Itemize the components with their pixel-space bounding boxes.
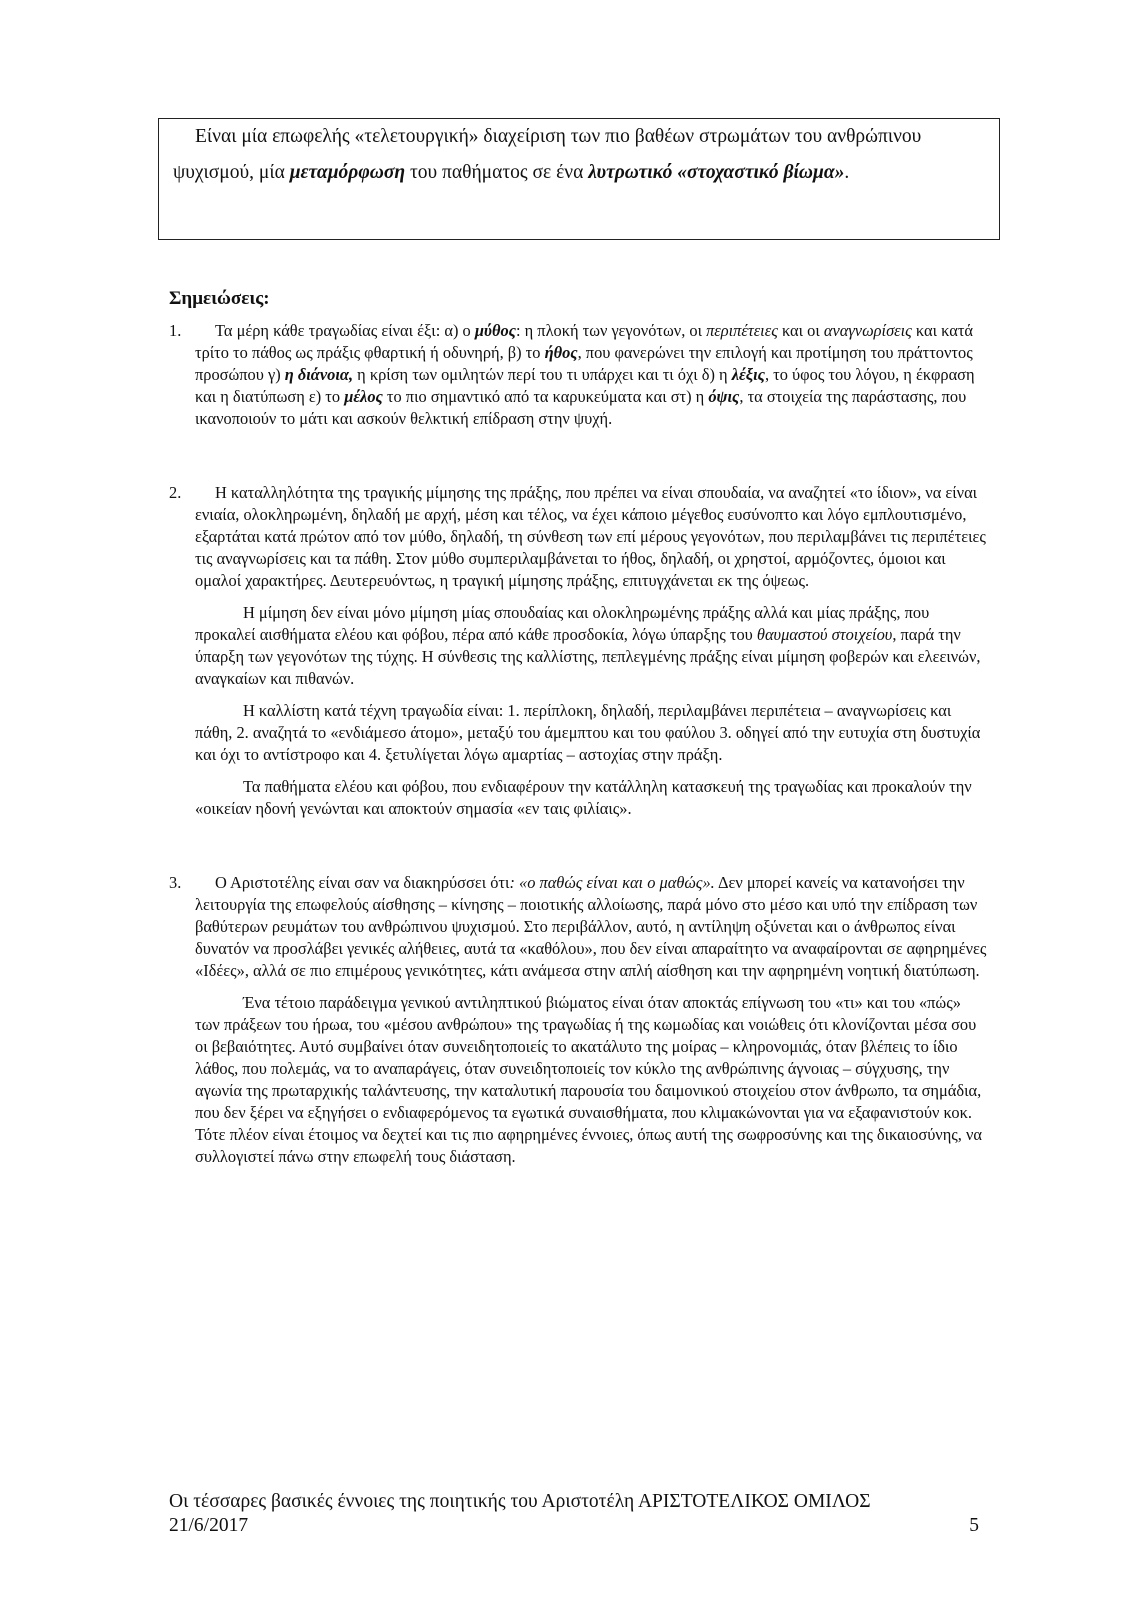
note-paragraph: Ο Αριστοτέλης είναι σαν να διακηρύσσει ότι: «ο παθώς είναι και ο μαθώς». Δεν μπορεί κανείς να κατανοήσει την λειτουργία της επωφελούς αίσθησης – κίνησης – ποιοτικής αλλοίωσης, παρά μόνο στο μέσο και υπό την επίδραση των βαθύτερων ρευμάτων του ανθρώπινου ψυχισμού. Στο περιβάλλον, αυτό, η αντίληψη οξύνεται και ο άνθρωπος είναι δυνατόν να προσλάβει γενικές αλήθειες, αυτά τα «καθόλου», που δεν είναι απαραίτητο να αναφαίρονται σε αφηρημένες «Ιδέες», αλλά σε πιο επιμέρους γενικότητες, κάτι ανάμεσα στην απλή αίσθηση και την αφηρημένη νοητική διατύπωση.	[195, 873, 987, 980]
emphasis-metamorphosis: μεταμόρφωση	[289, 162, 406, 183]
emphasis-reflective-experience: λυτρωτικό «στοχαστικό βίωμα»	[588, 162, 845, 183]
note-paragraph: Η καταλληλότητα της τραγικής μίμησης της πράξης, που πρέπει να είναι σπουδαία, να αναζητεί «το ίδιον», να είναι ενιαία, ολοκληρωμένη, δηλαδή με αρχή, μέση και τέλος, να έχει κάποιο μέγεθος ευσύνοπτο και λόγο εμπλουτισμένο, εξαρτάται κατά πρώτον από τον μύθο, δηλαδή, τη σύνθεση των επί μέρους γεγονότων, που περιλαμβάνει τις περιπέτειες τις αναγνωρίσεις και τα πάθη. Στον μύθο συμπεριλαμβάνεται το ήθος, δηλαδή, οι χρηστοί, αρμόζοντες, όμοιοι και ομαλοί χαρακτήρες. Δευτερευόντως, η τραγική μίμησης πράξης, επιτυγχάνεται εκ της όψεως.	[195, 483, 986, 590]
footer-date: 21/6/2017	[169, 1515, 249, 1536]
highlight-text: Είναι μία επωφελής «τελετουργική» διαχείριση των πιο βαθέων στρωμάτων του ανθρώπινου ψυχισμού, μία μεταμόρφωση του παθήματος σε ένα λυτρωτικό «στοχαστικό βίωμα».	[173, 126, 922, 183]
note-item-3	[169, 872, 989, 1168]
page-footer	[169, 1490, 979, 1538]
note-item-2	[169, 482, 989, 820]
note-body	[195, 872, 989, 1168]
page-number: 5	[969, 1515, 979, 1536]
note-item-1	[169, 320, 989, 430]
note-paragraph: Η καλλίστη κατά τέχνη τραγωδία είναι: 1. περίπλοκη, δηλαδή, περιλαμβάνει περιπέτεια – αναγνωρίσεις και πάθη, 2. αναζητά το «ενδιάμεσο άτομο», μεταξύ του άμεμπτου και του φαύλου 3. οδηγεί από την ευτυχία στη δυστυχία και όχι το αντίστροφο και 4. ξετυλίγεται λόγω αμαρτίας – αστοχίας στην πράξη.	[195, 701, 981, 764]
notes-title: Σημειώσεις:	[169, 288, 270, 309]
notes-section	[169, 288, 989, 1168]
note-number: 2.	[169, 483, 182, 502]
note-body	[195, 482, 989, 820]
note-number: 3.	[169, 873, 182, 892]
note-body	[195, 320, 989, 430]
note-paragraph: Τα μέρη κάθε τραγωδίας είναι έξι: α) ο μύθος: η πλοκή των γεγονότων, οι περιπέτειες και οι αναγνωρίσεις και κατά τρίτο το πάθος ως πράξις φθαρτική ή οδυνηρή, β) το ήθος, που φανερώνει την επιλογή και προτίμηση του πράττοντος προσώπου γ) η διάνοια, η κρίση των ομιλητών περί του τι υπάρχει και τι όχι δ) η λέξις, το ύφος του λόγου, η έκφραση και η διατύπωση ε) το μέλος το πιο σημαντικό από τα καρυκεύματα και στ) η όψις, τα στοιχεία της παράστασης, που ικανοποιούν το μάτι και ασκούν θελκτική επίδραση στην ψυχή.	[195, 321, 975, 428]
footer-title: Οι τέσσαρες βασικές έννοιες της ποιητικής του Αριστοτέλη ΑΡΙΣΤΟΤΕΛΙΚΟΣ ΟΜΙΛΟΣ	[169, 1491, 871, 1512]
note-number: 1.	[169, 321, 182, 340]
highlight-box	[158, 118, 1000, 240]
note-paragraph: Η μίμηση δεν είναι μόνο μίμηση μίας σπουδαίας και ολοκληρωμένης πράξης αλλά και μίας πράξης, που προκαλεί αισθήματα ελέου και φόβου, πέρα από κάθε προσδοκία, λόγω ύπαρξης του θαυμαστού στοιχείου, παρά την ύπαρξη των γεγονότων της τύχης. Η σύνθεσις της καλλίστης, πεπλεγμένης πράξης είναι μίμηση φοβερών και ελεεινών, αναγκαίων και πιθανών.	[195, 603, 981, 688]
note-paragraph: Ένα τέτοιο παράδειγμα γενικού αντιληπτικού βιώματος είναι όταν αποκτάς επίγνωση του «τι» και του «πώς» των πράξεων του ήρωα, του «μέσου ανθρώπου» της τραγωδίας ή της κωμωδίας και νοιώθεις ότι κλονίζονται μέσα σου οι βεβαιότητες. Αυτό συμβαίνει όταν συνειδητοποιείς το ακατάλυτο της μοίρας – κληρονομιάς, όταν βλέπεις το ίδιο λάθος, που πολεμάς, να το αναπαράγεις, όταν συνειδητοποιείς τον κύκλο της ανθρώπινης άγνοιας – σύγχυσης, την αγωνία της πρωταρχικής ταλάντευσης, την καταλυτική παρουσία του δαιμονικού στοιχείου στον άνθρωπο, τα σημάδια, που δεν ξέρει να εξηγήσει ο ενδιαφερόμενος τα εγωτικά συναισθήματα, που κλιμακώνονται για να εξαφανιστούν κοκ. Τότε πλέον είναι έτοιμος να δεχτεί και τις πιο αφηρημένες έννοιες, όπως αυτή της σωφροσύνης και της δικαιοσύνης, να συλλογιστεί πάνω στην επωφελή τους διάσταση.	[195, 993, 982, 1166]
note-paragraph: Τα παθήματα ελέου και φόβου, που ενδιαφέρουν την κατάλληλη κατασκευή της τραγωδίας και προκαλούν την «οικείαν ηδονή γενώνται και αποκτούν σημασία «εν ταις φιλίαις».	[195, 777, 972, 818]
